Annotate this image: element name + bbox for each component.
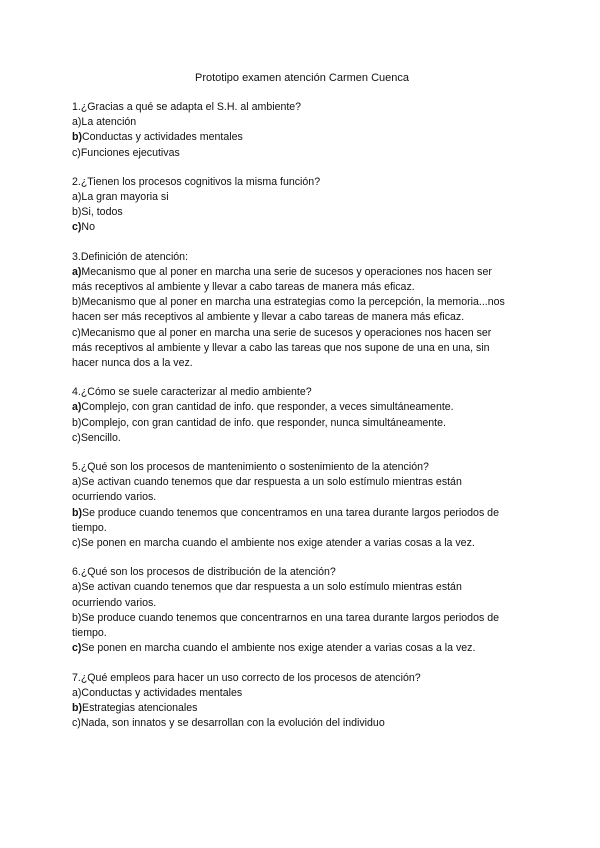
answer-text: Si, todos: [81, 206, 123, 219]
answer-text: Complejo, con gran cantidad de info. que responder, nunca simultáneamente.: [81, 416, 446, 429]
answer-text: Mecanismo que al poner en marcha una estrategias como la percepción, la memoria...nos: [81, 296, 505, 309]
answer-letter: a): [72, 116, 82, 129]
answer-text: Se ponen en marcha cuando el ambiente nos exige atender a varias cosas a la vez.: [80, 537, 475, 550]
answer-text: Mecanismo que al poner en marcha una serie de sucesos y operaciones nos hacen ser: [81, 265, 492, 278]
answer-option: [72, 115, 532, 130]
question-stem: 2.¿Tienen los procesos cognitivos la misma función?: [72, 175, 321, 188]
answer-text: La gran mayoria si: [81, 191, 169, 204]
answer-text: tiempo.: [72, 521, 107, 534]
answer-option: [72, 506, 532, 521]
answer-text: ocurriendo varios.: [72, 596, 157, 609]
question-stem: 1.¿Gracias a qué se adapta el S.H. al ambiente?: [72, 101, 302, 113]
answer-letter: a): [72, 476, 82, 489]
answer-option: [72, 716, 532, 731]
question-7: [72, 671, 532, 732]
answer-text: Complejo, con gran cantidad de info. que responder, a veces simultáneamente.: [81, 401, 454, 414]
answer-text: Funciones ejecutivas: [80, 146, 180, 159]
question-3: [72, 250, 532, 372]
correct-answer-marker: b): [72, 506, 82, 519]
question-5: [72, 460, 532, 551]
answer-text: Mecanismo que al poner en marcha una serie de sucesos y operaciones nos hacen ser: [80, 326, 492, 339]
answer-option: [72, 431, 532, 446]
correct-answer-marker: b): [72, 131, 82, 144]
answer-letter: c): [72, 431, 81, 444]
answer-option: [72, 220, 532, 235]
correct-answer-marker: a): [72, 265, 82, 278]
answer-option: [72, 400, 532, 415]
answer-option-continuation: [72, 626, 532, 641]
answer-letter: b): [72, 296, 82, 309]
question-stem: 4.¿Cómo se suele caracterizar al medio ambiente?: [72, 386, 312, 399]
correct-answer-marker: a): [72, 401, 82, 414]
answer-option: [72, 146, 532, 161]
answer-option-continuation: [72, 310, 532, 325]
answer-letter: b): [72, 206, 82, 219]
question-list: [72, 100, 532, 745]
answer-option: [72, 326, 532, 341]
answer-letter: c): [72, 326, 81, 339]
answer-text: Estrategias atencionales: [82, 701, 198, 714]
answer-option: [72, 416, 532, 431]
answer-option: [72, 686, 532, 701]
answer-text: Se produce cuando tenemos que concentramos en una tarea durante largos periodos de: [82, 506, 499, 519]
answer-letter: a): [72, 581, 82, 594]
question-2: [72, 175, 532, 236]
answer-option-continuation: [72, 280, 532, 295]
question-1: [72, 100, 532, 161]
question-stem: 7.¿Qué empleos para hacer un uso correcto de los procesos de atención?: [72, 671, 421, 684]
answer-option-continuation: [72, 341, 532, 356]
answer-text: hacen ser más receptivos al ambiente y llevar a cabo tareas de manera más eficaz.: [72, 311, 465, 324]
answer-option: [72, 701, 532, 716]
question-6: [72, 565, 532, 656]
correct-answer-marker: c): [72, 642, 82, 655]
answer-letter: b): [72, 416, 82, 429]
answer-text: más receptivos al ambiente y llevar a cabo tareas de manera más eficaz.: [72, 281, 415, 294]
question-stem: 3.Definición de atención:: [72, 250, 189, 263]
answer-text: ocurriendo varios.: [72, 491, 157, 504]
answer-text: Se produce cuando tenemos que concentrarnos en una tarea durante largos periodos de: [81, 611, 499, 624]
answer-text: Nada, son innatos y se desarrollan con la evolución del individuo: [80, 717, 385, 730]
answer-letter: a): [72, 191, 82, 204]
answer-option-continuation: [72, 490, 532, 505]
answer-option: [72, 536, 532, 551]
document-title: Prototipo examen atención Carmen Cuenca: [194, 72, 409, 84]
answer-letter: b): [72, 611, 82, 624]
answer-option: [72, 475, 532, 490]
answer-option: [72, 611, 532, 626]
correct-answer-marker: b): [72, 701, 82, 714]
answer-text: Sencillo.: [80, 431, 121, 444]
answer-option: [72, 130, 532, 145]
answer-text: La atención: [81, 116, 137, 129]
correct-answer-marker: c): [72, 221, 82, 234]
answer-letter: c): [72, 717, 81, 730]
question-stem: 6.¿Qué son los procesos de distribución de la atención?: [72, 566, 336, 579]
answer-letter: c): [72, 146, 81, 159]
answer-option: [72, 190, 532, 205]
answer-option-continuation: [72, 356, 532, 371]
answer-option: [72, 641, 532, 656]
answer-option: [72, 265, 532, 280]
answer-option-continuation: [72, 596, 532, 611]
answer-text: Conductas y actividades mentales: [81, 686, 243, 699]
answer-letter: a): [72, 686, 82, 699]
answer-letter: c): [72, 537, 81, 550]
answer-text: Se activan cuando tenemos que dar respuesta a un solo estímulo mientras están: [81, 476, 462, 489]
answer-text: tiempo.: [72, 627, 107, 640]
answer-text: Se ponen en marcha cuando el ambiente nos exige atender a varias cosas a la vez.: [81, 642, 476, 655]
question-stem: 5.¿Qué son los procesos de mantenimiento o sostenimiento de la atención?: [72, 461, 429, 474]
answer-text: Conductas y actividades mentales: [82, 131, 243, 144]
answer-text: Se activan cuando tenemos que dar respuesta a un solo estímulo mientras están: [81, 581, 462, 594]
answer-option: [72, 295, 532, 310]
answer-text: No: [81, 221, 95, 234]
answer-option-continuation: [72, 521, 532, 536]
answer-text: más receptivos al ambiente y llevar a cabo las tareas que nos supone de una en una, sin: [72, 341, 490, 354]
answer-option: [72, 580, 532, 595]
answer-text: hacer nunca dos a la vez.: [72, 357, 193, 370]
answer-option: [72, 205, 532, 220]
question-4: [72, 385, 532, 446]
